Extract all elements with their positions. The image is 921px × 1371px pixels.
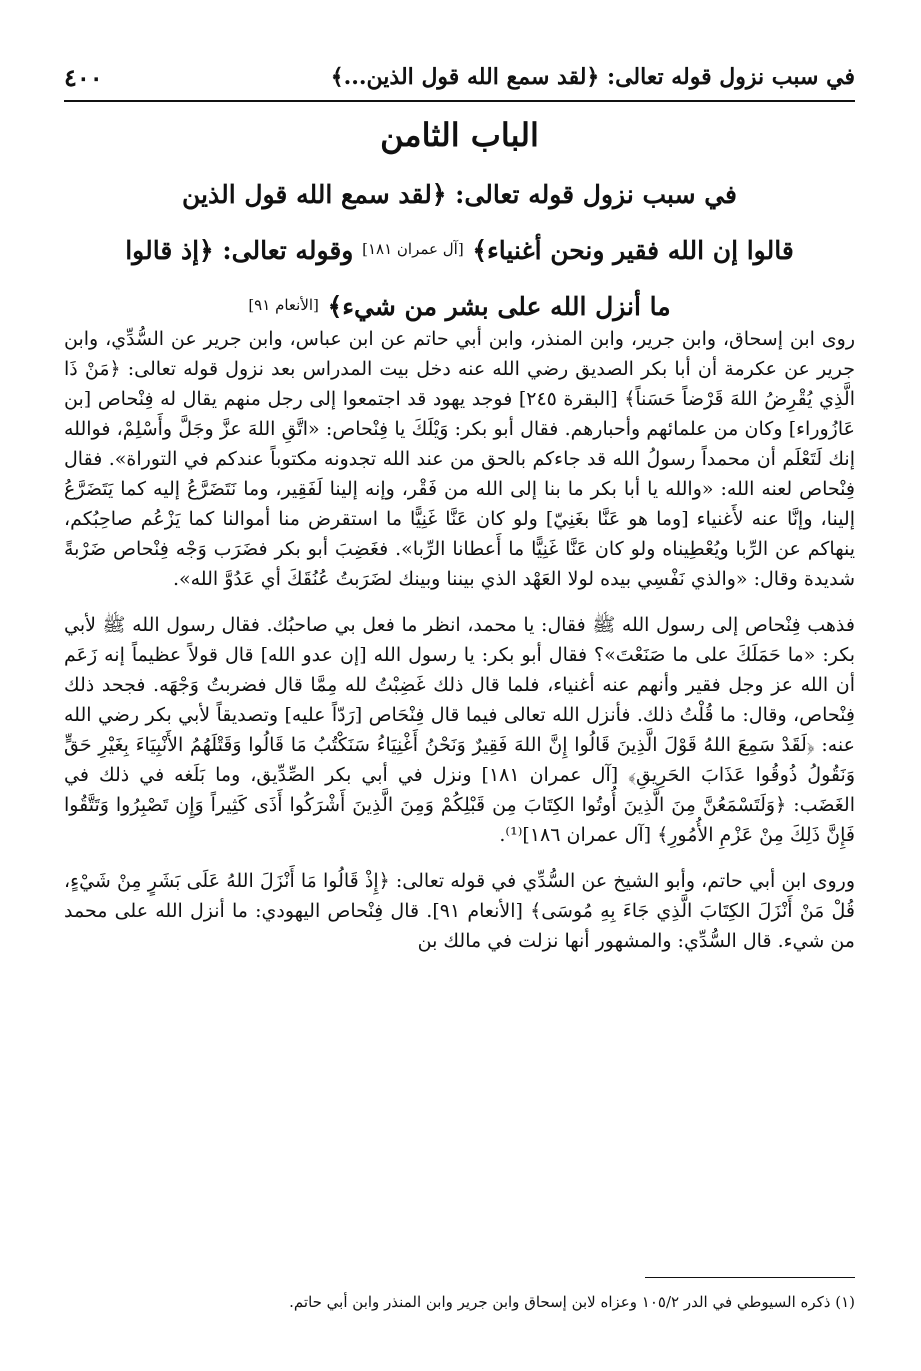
footnote: (١) ذكره السيوطي في الدر ١٠٥/٢ وعزاه لابن إسحاق وابن جرير وابن المنذر وابن أبي حاتم. <box>289 1293 855 1311</box>
footnote-rule <box>645 1277 855 1278</box>
page-number: ٤٠٠ <box>64 62 103 92</box>
section-heading <box>64 168 855 334</box>
running-header-title: في سبب نزول قوله تعالى: ﴿لقد سمع الله قول الذين...﴾ <box>330 64 855 90</box>
verse-reference: [الأنعام ٩١] <box>248 296 319 314</box>
heading-quran-text-1: قالوا إن الله فقير ونحن أغنياء﴾ <box>472 236 794 265</box>
section-heading-line-2 <box>64 222 855 278</box>
chapter-title: الباب الثامن <box>380 116 539 154</box>
running-header <box>64 54 855 100</box>
paragraph: فذهب فِنْحاص إلى رسول الله ﷺ فقال: يا محمد، انظر ما فعل بي صاحبُك. فقال رسول الله ﷺ لأبي بكر: «ما حَمَلَكَ على ما صَنَعْتَ»؟ فقال أبو بكر: يا رسول الله [إن عدو الله] قال قولاً عظيماً إنه زَعَم أن الله عز وجل فقير وأنهم عنه أغنياء، فلما قال ذلك غَضِبْتُ لله مِمَّا قال فضربتُ وَجْهَه. فجحد ذلك فِنْحاص، وقال: ما قُلْتُ ذلك. فأنزل الله تعالى فيما قال فِنْحَاص [رَدّاً عليه] وتصديقاً لأبي بكر رضي الله عنه: ﴿لَقَدْ سَمِعَ اللهُ قَوْلَ الَّذِينَ قَالُوا إِنَّ اللهَ فَقِيرٌ وَنَحْنُ أَغْنِيَاءُ سَنَكْتُبُ مَا قَالُوا وَقَتْلَهُمُ الأَنْبِيَاءَ بِغَيْرِ حَقٍّ وَنَقُولُ ذُوقُوا عَذَابَ الحَرِيقِ﴾ [آل عمران ١٨١] ونزل في أبي بكر الصِّدِّيق، وما بَلَغه في ذلك في الغَضَب: ﴿وَلَتَسْمَعُنَّ مِنَ الَّذِينَ أُوتُوا الكِتَابَ مِن قَبْلِكُمْ وَمِنَ الَّذِينَ أَشْرَكُوا أَذَى كَثِيراً وَإِن تَصْبِرُوا وَتَتَّقُوا فَإِنَّ ذَلِكَ مِنْ عَزْمِ الأُمُورِ﴾ [آل عمران ١٨٦]⁽¹⁾. <box>64 614 855 846</box>
heading-tail: وقوله تعالى: ﴿إذ قالوا <box>125 236 354 265</box>
body-text <box>64 324 855 972</box>
paragraph: روى ابن إسحاق، وابن جرير، وابن المنذر، وابن أبي حاتم عن ابن عباس، وابن جرير عن السُّدِّي، وابن جرير عن عكرمة أن أبا بكر الصديق رضي الله عنه دخل بيت المدراس بعد نزول قوله تعالى: ﴿مَنْ ذَا الَّذِي يُقْرِضُ اللهَ قَرْضاً حَسَناً﴾ [البقرة ٢٤٥] فوجد يهود قد اجتمعوا إلى رجل منهم يقال له فِنْحاص [بن عَازُوراء] وكان من علمائهم وأحبارهم. فقال أبو بكر: وَيْلَكَ يا فِنْحاص: «اتَّقِ اللهَ عزَّ وجَلَّ وأَسْلِمْ، فوالله إنك لَتَعْلَم أن محمداً رسولُ الله قد جاءكم بالحق من عند الله تجدونه مكتوباً عندكم في التوراة». فقال فِنْحاص لعنه الله: «والله يا أبا بكر ما بنا إلى الله من فَقْر، وإنه إلينا لَفَقِير، وما نَتَضَرَّعُ إليه كما يَتَضَرَّعُ إلينا، وإنَّا عنه لأَغنياء [وما هو عَنَّا بغَنِيّ] ولو كان عَنَّا غَنِيًّا ما استقرض منا أموالنا كما يَزْعُم صاحِبُكم، ينهاكم عن الرِّبا ويُعْطِيناه ولو كان عَنَّا غَنِيًّا ما أَعطانا الرِّبا». فغَضِبَ أبو بكر فضَرَب وَجْه فِنْحاص ضَرْبةً شديدة وقال: «والذي نَفْسِي بيده لولا العَهْد الذي بيننا وبينك لضَرَبتُ عُنُقَكَ أي عَدُوَّ الله». <box>64 328 855 590</box>
paragraph: وروى ابن أبي حاتم، وأبو الشيخ عن السُّدِّي في قوله تعالى: ﴿إِذْ قَالُوا مَا أَنْزَلَ اللهُ عَلَى بَشَرٍ مِنْ شَيْءٍ، قُلْ مَنْ أَنْزَلَ الكِتَابَ الَّذِي جَاءَ بِهِ مُوسَى﴾ [الأنعام ٩١]. قال فِنْحاص اليهودي: ما أنزل الله على محمد من شيء. قال السُّدِّي: والمشهور أنها نزلت في مالك بن <box>64 870 855 952</box>
section-heading-line-1: في سبب نزول قوله تعالى: ﴿لقد سمع الله قول الذين <box>181 180 738 209</box>
verse-reference: [آل عمران ١٨١] <box>362 240 464 258</box>
header-rule <box>64 100 855 102</box>
heading-quran-text-2: ما أنزل الله على بشر من شيء﴾ <box>327 292 671 321</box>
